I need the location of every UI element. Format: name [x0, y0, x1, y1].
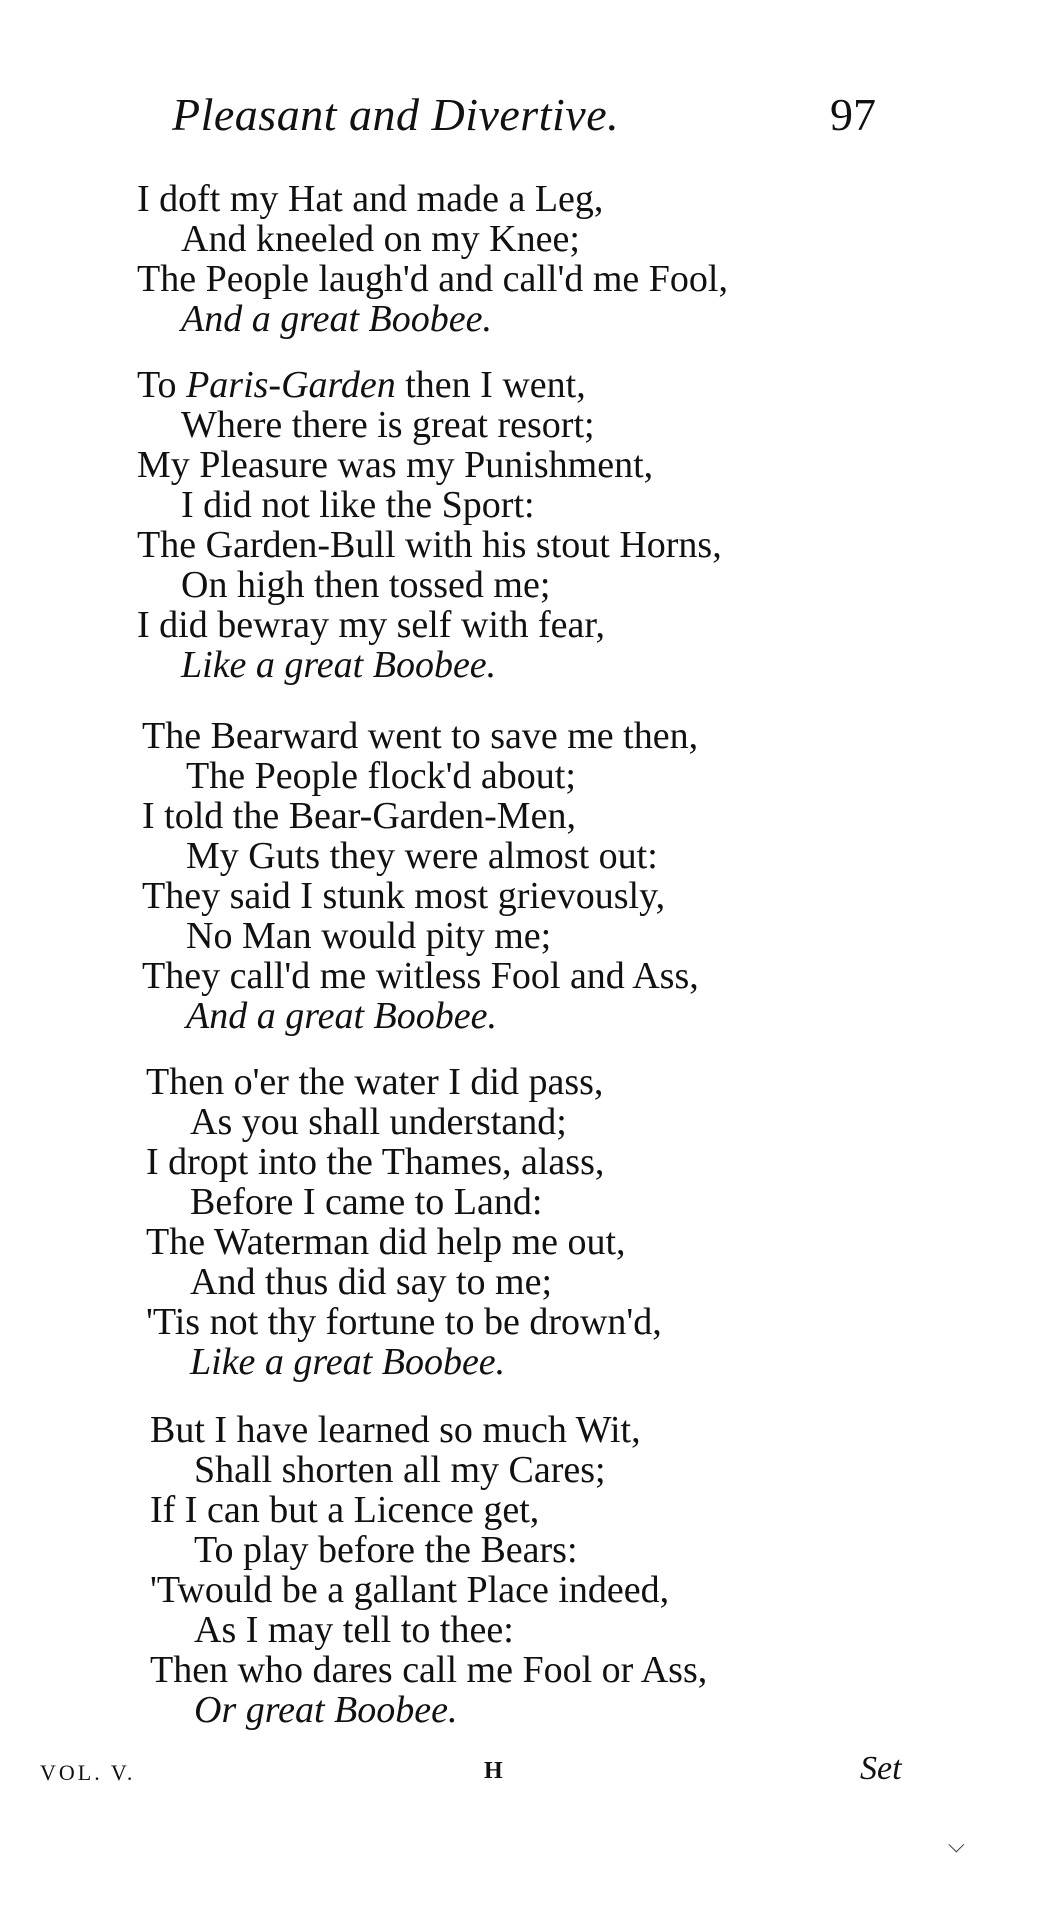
refrain-line: Like a great Boobee. [181, 644, 497, 686]
volume-label: VOL. V. [40, 1760, 136, 1785]
running-title: Pleasant and Divertive. [172, 89, 620, 140]
refrain-line: And a great Boobee. [186, 995, 497, 1037]
stanza-3 [142, 716, 699, 1036]
verse-line: The Waterman did help me out, [146, 1221, 626, 1263]
verse-line: 'Twould be a gallant Place indeed, [150, 1569, 670, 1611]
verse-line: And kneeled on my Knee; [181, 218, 580, 260]
verse-line: I dropt into the Thames, alass, [146, 1141, 605, 1183]
verse-line: I doft my Hat and made a Leg, [137, 178, 604, 220]
verse-line: The Bearward went to save me then, [142, 715, 699, 757]
verse-line: They call'd me witless Fool and Ass, [142, 955, 699, 997]
verse-line: As you shall understand; [190, 1101, 567, 1143]
stanza-5 [150, 1410, 707, 1730]
verse-line: Shall shorten all my Cares; [194, 1449, 606, 1491]
ink-mark: ⌵ [948, 1832, 965, 1857]
verse-line: If I can but a Licence get, [150, 1489, 540, 1531]
stanza-1 [137, 179, 728, 339]
catchword: Set [860, 1750, 902, 1787]
page-number: 97 [830, 89, 876, 140]
page-footer [0, 1750, 1041, 1800]
verse-line: The People laugh'd and call'd me Fool, [137, 258, 728, 300]
verse-line: I did bewray my self with fear, [137, 604, 606, 646]
refrain-line: Or great Boobee. [194, 1689, 458, 1731]
verse-line: No Man would pity me; [186, 915, 552, 957]
place-name: Paris-Garden [186, 364, 396, 406]
verse-line: Where there is great resort; [181, 404, 595, 446]
refrain-line: Like a great Boobee. [190, 1341, 506, 1383]
verse-line: Then who dares call me Fool or Ass, [150, 1649, 708, 1691]
signature-mark: H [484, 1758, 503, 1784]
verse-word: To [137, 364, 177, 406]
verse-line: I did not like the Sport: [181, 484, 535, 526]
verse-line: The Garden-Bull with his stout Horns, [137, 524, 722, 566]
verse-line: I told the Bear-Garden-Men, [142, 795, 576, 837]
verse-line: My Guts they were almost out: [186, 835, 658, 877]
verse-word: then I went, [405, 364, 586, 406]
verse-line: My Pleasure was my Punishment, [137, 444, 654, 486]
verse-line: They said I stunk most grievously, [142, 875, 666, 917]
verse-line: But I have learned so much Wit, [150, 1409, 641, 1451]
verse-line: The People flock'd about; [186, 755, 576, 797]
verse-line: Before I came to Land: [190, 1181, 543, 1223]
verse-line: And thus did say to me; [190, 1261, 553, 1303]
stanza-2 [137, 365, 722, 685]
page-header [0, 88, 1041, 148]
verse-line: On high then tossed me; [181, 564, 551, 606]
refrain-line: And a great Boobee. [181, 298, 492, 340]
verse-line: 'Tis not thy fortune to be drown'd, [146, 1301, 662, 1343]
verse-line: To play before the Bears: [194, 1529, 578, 1571]
stanza-4 [146, 1062, 662, 1382]
verse-line [137, 365, 722, 405]
verse-line: Then o'er the water I did pass, [146, 1061, 604, 1103]
verse-line: As I may tell to thee: [194, 1609, 514, 1651]
